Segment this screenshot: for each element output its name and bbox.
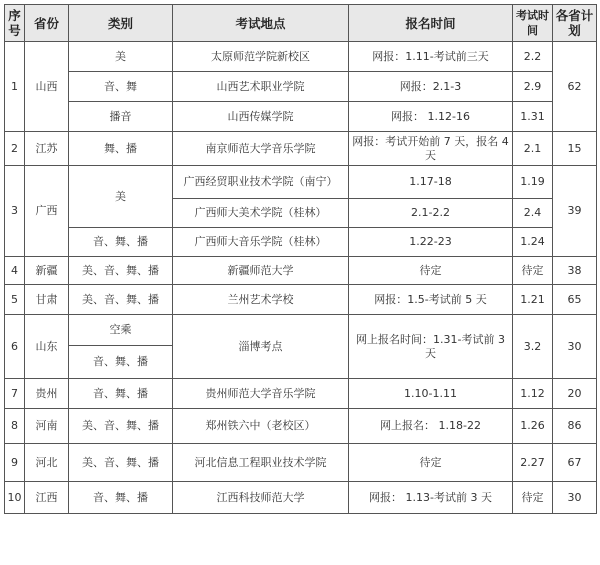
exam-time-cell: 1.12: [513, 379, 553, 409]
table-row: [5, 257, 597, 285]
site-cell: 贵州师范大学音乐学院: [173, 379, 349, 409]
registration-cell: 1.10-1.11: [349, 379, 513, 409]
registration-cell: 2.1-2.2: [349, 199, 513, 228]
category-cell: 音、舞、播: [69, 379, 173, 409]
site-cell: 郑州铁六中（老校区）: [173, 409, 349, 444]
site-cell: 淄博考点: [173, 315, 349, 379]
table-row: [5, 482, 597, 514]
table-row: [5, 315, 597, 346]
category-cell: 空乘: [69, 315, 173, 346]
site-cell: 山西传媒学院: [173, 102, 349, 132]
site-cell: 太原师范学院新校区: [173, 42, 349, 72]
table-row: [5, 132, 597, 166]
table-row: [5, 379, 597, 409]
plan-cell: 62: [553, 42, 597, 132]
site-cell: 广西师大美术学院（桂林）: [173, 199, 349, 228]
exam-time-cell: 待定: [513, 482, 553, 514]
table-row: [5, 166, 597, 199]
province-cell: 江苏: [25, 132, 69, 166]
header-plan: 各省计划: [553, 5, 597, 42]
exam-time-cell: 1.19: [513, 166, 553, 199]
table-row: [5, 228, 597, 257]
site-cell: 河北信息工程职业技术学院: [173, 444, 349, 482]
province-cell: 山西: [25, 42, 69, 132]
seq-cell: 8: [5, 409, 25, 444]
header-row: [5, 5, 597, 42]
exam-time-cell: 2.1: [513, 132, 553, 166]
header-category: 类别: [69, 5, 173, 42]
table-row: [5, 409, 597, 444]
plan-cell: 20: [553, 379, 597, 409]
table-row: [5, 42, 597, 72]
plan-cell: 67: [553, 444, 597, 482]
registration-cell: 网报：1.5-考试前 5 天: [349, 285, 513, 315]
province-cell: 江西: [25, 482, 69, 514]
registration-cell: 网报：考试开始前 7 天，报名 4 天: [349, 132, 513, 166]
province-cell: 河南: [25, 409, 69, 444]
seq-cell: 6: [5, 315, 25, 379]
header-exam-time: 考试时间: [513, 5, 553, 42]
site-cell: 江西科技师范大学: [173, 482, 349, 514]
registration-cell: 网报：2.1-3: [349, 72, 513, 102]
province-cell: 贵州: [25, 379, 69, 409]
category-cell: 美、音、舞、播: [69, 257, 173, 285]
category-cell: 美: [69, 166, 173, 228]
plan-cell: 86: [553, 409, 597, 444]
registration-cell: 1.17-18: [349, 166, 513, 199]
plan-cell: 15: [553, 132, 597, 166]
registration-cell: 网上报名时间：1.31-考试前 3 天: [349, 315, 513, 379]
category-cell: 音、舞、播: [69, 482, 173, 514]
province-cell: 山东: [25, 315, 69, 379]
exam-time-cell: 1.31: [513, 102, 553, 132]
exam-time-cell: 1.21: [513, 285, 553, 315]
seq-cell: 10: [5, 482, 25, 514]
category-cell: 音、舞: [69, 72, 173, 102]
exam-time-cell: 待定: [513, 257, 553, 285]
province-cell: 河北: [25, 444, 69, 482]
table-row: [5, 444, 597, 482]
seq-cell: 9: [5, 444, 25, 482]
registration-cell: 网报： 1.13-考试前 3 天: [349, 482, 513, 514]
plan-cell: 38: [553, 257, 597, 285]
seq-cell: 1: [5, 42, 25, 132]
site-cell: 兰州艺术学校: [173, 285, 349, 315]
table-row: [5, 102, 597, 132]
exam-time-cell: 2.27: [513, 444, 553, 482]
province-cell: 广西: [25, 166, 69, 257]
table-row: [5, 72, 597, 102]
exam-time-cell: 1.26: [513, 409, 553, 444]
registration-cell: 待定: [349, 257, 513, 285]
registration-cell: 待定: [349, 444, 513, 482]
seq-cell: 7: [5, 379, 25, 409]
seq-cell: 3: [5, 166, 25, 257]
header-province: 省份: [25, 5, 69, 42]
site-cell: 新疆师范大学: [173, 257, 349, 285]
registration-cell: 1.22-23: [349, 228, 513, 257]
header-registration: 报名时间: [349, 5, 513, 42]
exam-time-cell: 2.2: [513, 42, 553, 72]
category-cell: 美、音、舞、播: [69, 444, 173, 482]
province-cell: 甘肃: [25, 285, 69, 315]
plan-cell: 39: [553, 166, 597, 257]
exam-schedule-table: [4, 4, 597, 514]
header-seq: 序号: [5, 5, 25, 42]
plan-cell: 65: [553, 285, 597, 315]
site-cell: 南京师范大学音乐学院: [173, 132, 349, 166]
site-cell: 山西艺术职业学院: [173, 72, 349, 102]
registration-cell: 网上报名： 1.18-22: [349, 409, 513, 444]
seq-cell: 5: [5, 285, 25, 315]
table-row: [5, 285, 597, 315]
exam-time-cell: 2.9: [513, 72, 553, 102]
plan-cell: 30: [553, 482, 597, 514]
category-cell: 舞、播: [69, 132, 173, 166]
plan-cell: 30: [553, 315, 597, 379]
header-site: 考试地点: [173, 5, 349, 42]
category-cell: 美: [69, 42, 173, 72]
exam-time-cell: 2.4: [513, 199, 553, 228]
category-cell: 音、舞、播: [69, 228, 173, 257]
category-cell: 美、音、舞、播: [69, 285, 173, 315]
registration-cell: 网报： 1.12-16: [349, 102, 513, 132]
site-cell: 广西经贸职业技术学院（南宁）: [173, 166, 349, 199]
seq-cell: 4: [5, 257, 25, 285]
exam-time-cell: 3.2: [513, 315, 553, 379]
category-cell: 音、舞、播: [69, 346, 173, 379]
category-cell: 美、音、舞、播: [69, 409, 173, 444]
seq-cell: 2: [5, 132, 25, 166]
site-cell: 广西师大音乐学院（桂林）: [173, 228, 349, 257]
exam-time-cell: 1.24: [513, 228, 553, 257]
province-cell: 新疆: [25, 257, 69, 285]
registration-cell: 网报：1.11-考试前三天: [349, 42, 513, 72]
category-cell: 播音: [69, 102, 173, 132]
